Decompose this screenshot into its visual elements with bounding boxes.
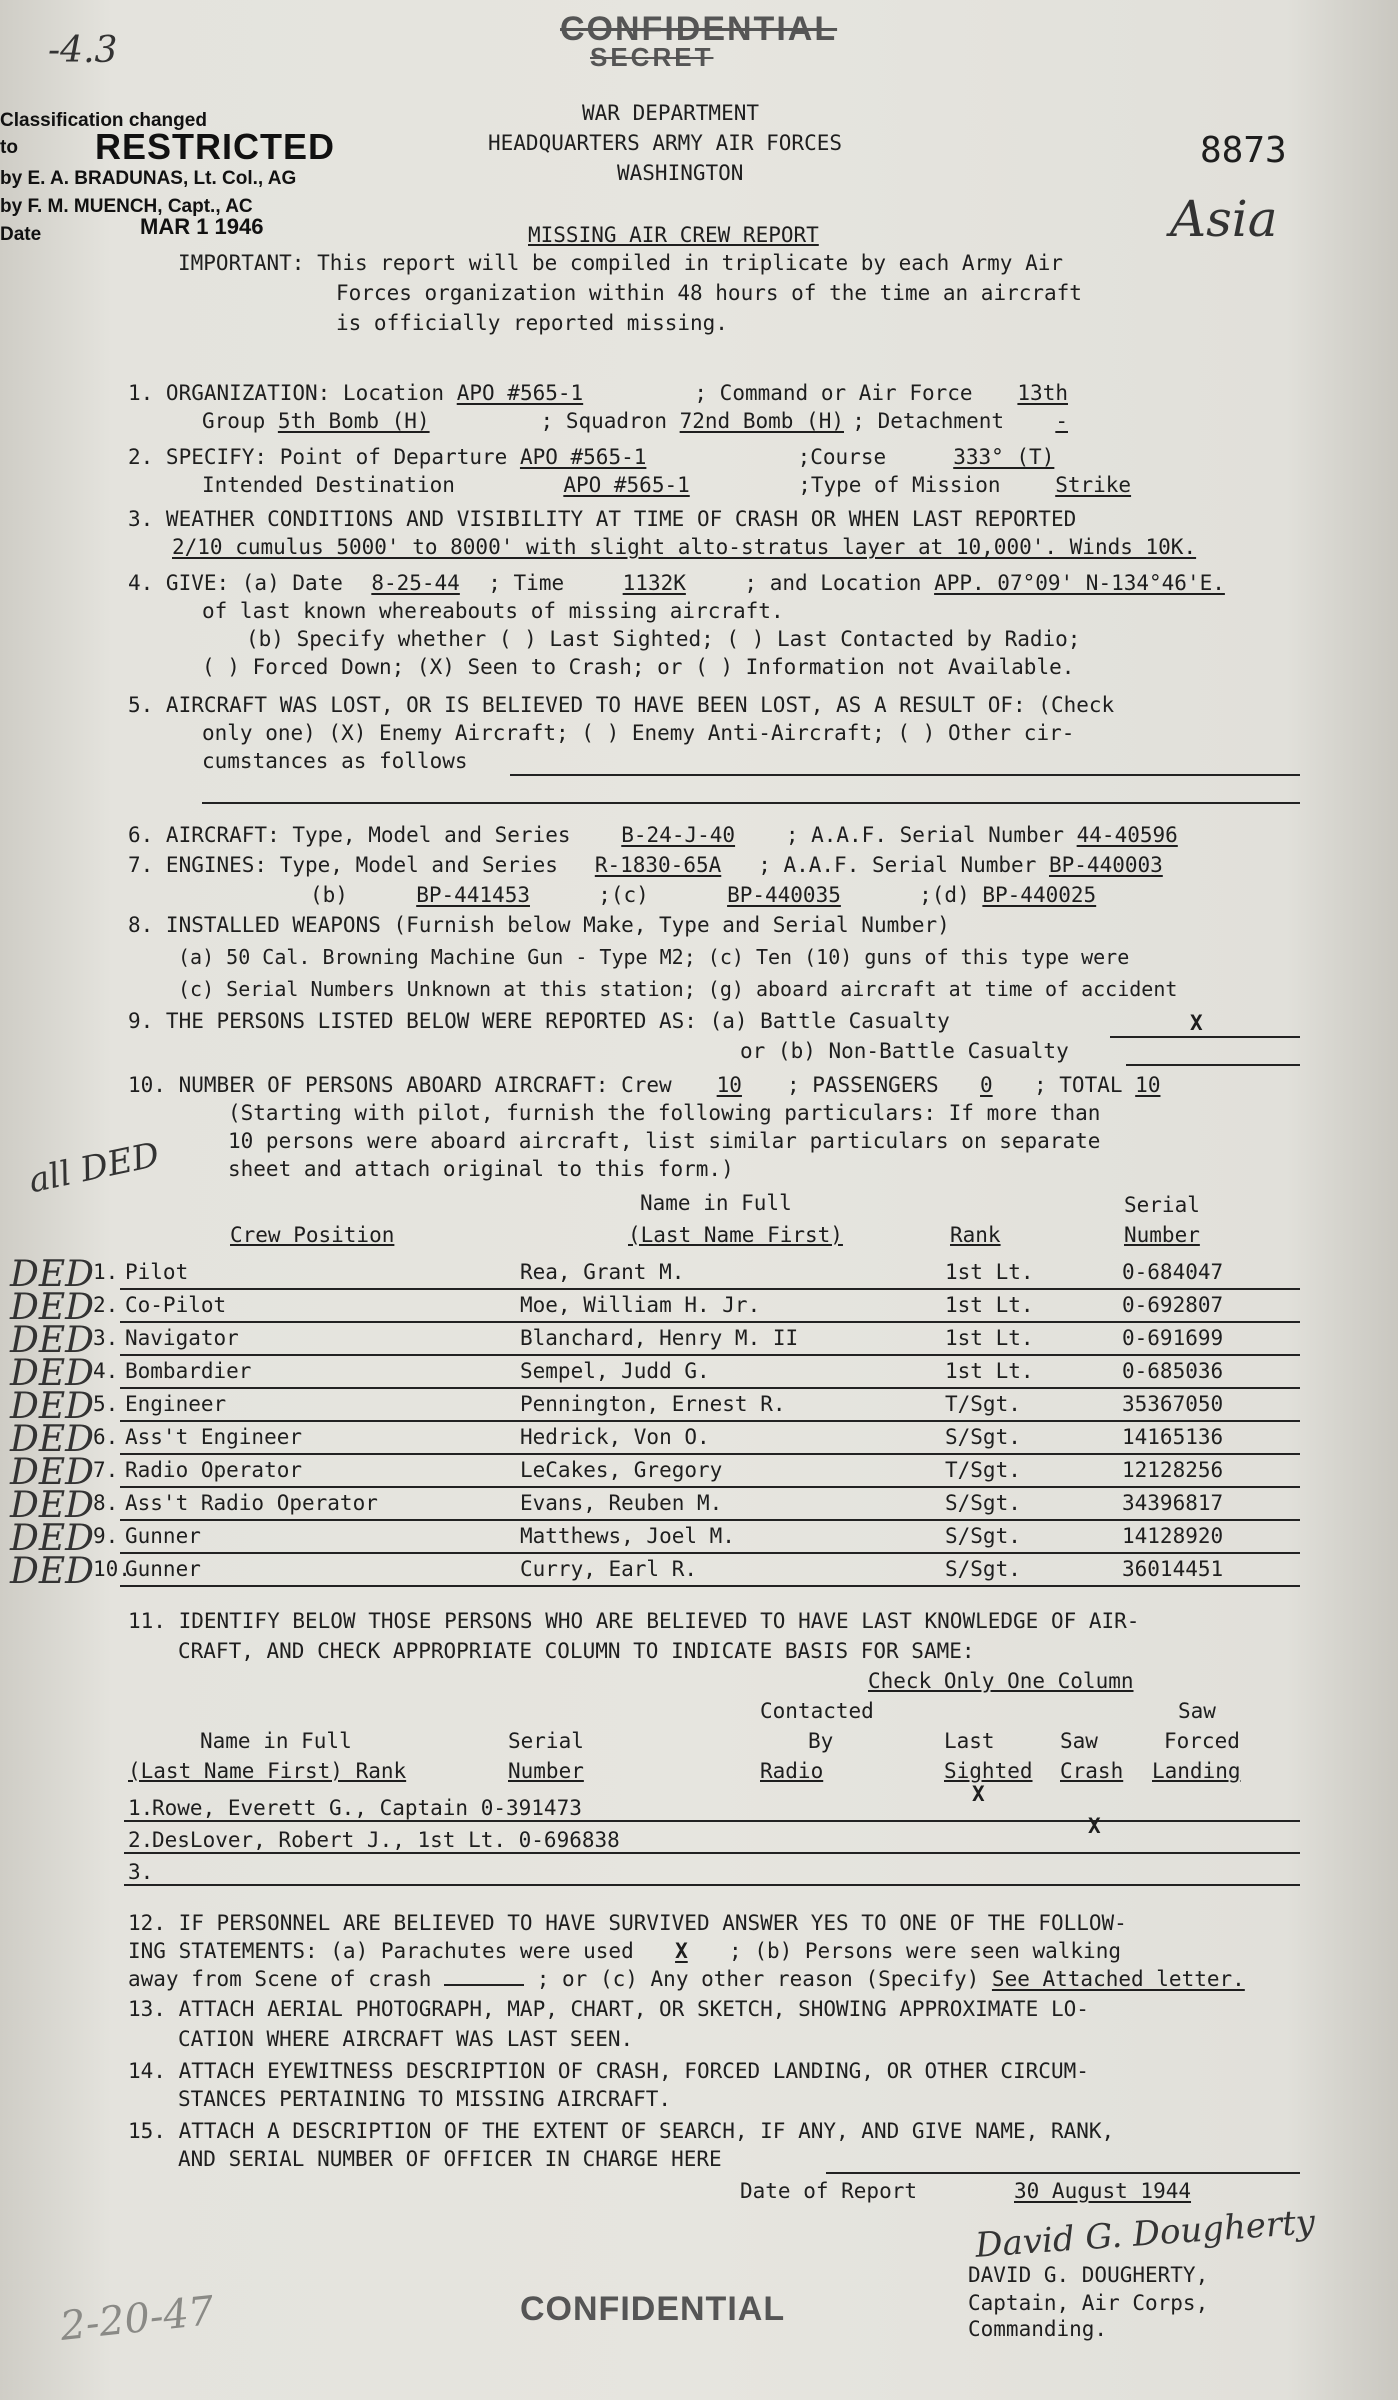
classification-bottom: CONFIDENTIAL (520, 2290, 786, 2328)
row-underline (120, 1387, 1300, 1389)
important-line-2: Forces organization within 48 hours of the time an aircraft (336, 281, 1082, 305)
section-3-label: 3. WEATHER CONDITIONS AND VISIBILITY AT TIME OF CRASH OR WHEN LAST REPORTED (128, 507, 1077, 531)
section-10-line: 10. NUMBER OF PERSONS ABOARD AIRCRAFT: Crew 10 ; PASSENGERS 0 ; TOTAL 10 (128, 1073, 1161, 1097)
loss-time: 1132K (622, 571, 686, 595)
crew-row-number: 8. (93, 1491, 119, 1515)
deceased-mark: DED (10, 1419, 95, 1460)
crew-row-number: 4. (93, 1359, 119, 1383)
table-row (0, 1452, 1320, 1494)
section-9-label: 9. THE PERSONS LISTED BELOW WERE REPORTED AS: (a) Battle Casualty (128, 1009, 950, 1033)
crew-row-number: 10. (93, 1557, 131, 1581)
important-line-3: is officially reported missing. (336, 311, 728, 335)
col-header-rank: Rank (950, 1223, 1001, 1247)
loss-location: APP. 07°09' N-134°46'E. (934, 571, 1225, 595)
row-underline (120, 1288, 1300, 1290)
section-6-line: 6. AIRCRAFT: Type, Model and Series B-24-J-40 ; A.A.F. Serial Number 44-40596 (128, 823, 1178, 847)
row-underline (120, 1486, 1300, 1488)
witness-check-mark: X (1088, 1814, 1101, 1838)
crew-position: Pilot (125, 1260, 189, 1284)
org-detachment: - (1055, 409, 1068, 433)
deceased-mark: DED (10, 1518, 95, 1559)
section-11-line-1: 11. IDENTIFY BELOW THOSE PERSONS WHO ARE BELIEVED TO HAVE LAST KNOWLEDGE OF AIR- (128, 1609, 1140, 1633)
crew-rank: S/Sgt. (945, 1557, 1021, 1581)
crew-row-number: 1. (93, 1260, 119, 1284)
crew-serial: 12128256 (1122, 1458, 1224, 1482)
crew-count: 10 (716, 1073, 742, 1097)
deceased-mark: DED (10, 1551, 95, 1592)
col-header-serial-2: Number (1124, 1223, 1200, 1247)
section-15-line-1: 15. ATTACH A DESCRIPTION OF THE EXTENT OF SEARCH, IF ANY, AND GIVE NAME, RANK, (128, 2119, 1115, 2143)
witness-row-number: 1. (128, 1796, 154, 1820)
engine-serial-b: BP-441453 (416, 883, 530, 907)
col-forced: Forced (1164, 1729, 1240, 1753)
row-underline (120, 1420, 1300, 1422)
col-last: Last (944, 1729, 995, 1753)
report-date: 30 August 1944 (1014, 2179, 1192, 2203)
classification-sub: SECRET (590, 42, 714, 72)
org-group: 5th Bomb (H) (277, 409, 430, 433)
row-underline (120, 1552, 1300, 1554)
org-location: APO #565-1 (456, 381, 584, 405)
section-10-note-2: 10 persons were aboard aircraft, list similar particulars on separate (228, 1129, 1101, 1153)
row-underline (120, 1519, 1300, 1521)
table-row (0, 1485, 1320, 1527)
section-12-line-2: ING STATEMENTS: (a) Parachutes were used X ; (b) Persons were seen walking (128, 1939, 1121, 1963)
dept-line-3: WASHINGTON (617, 161, 744, 185)
col-serial-2: Number (508, 1759, 584, 1783)
crew-position: Bombardier (125, 1359, 252, 1383)
section-5-line-2: only one) (X) Enemy Aircraft; ( ) Enemy Anti-Aircraft; ( ) Other cir- (202, 721, 1075, 745)
stamp-line-2-prefix: to (0, 137, 18, 158)
loss-date: 8-25-44 (371, 571, 460, 595)
section-15-fill-line (826, 2172, 1300, 2174)
col-saw: Saw (1060, 1729, 1098, 1753)
deceased-mark: DED (10, 1320, 95, 1361)
section-12-line-3: away from Scene of crash ; or (c) Any other reason (Specify) See Attached letter. (128, 1967, 1245, 1991)
stamp-restricted: RESTRICTED (95, 126, 336, 167)
crew-position: Co-Pilot (125, 1293, 227, 1317)
row-underline (124, 1820, 1300, 1822)
stamp-line-4: by F. M. MUENCH, Capt., AC (0, 196, 253, 217)
witness-entry: Rowe, Everett G., Captain 0-391473 (152, 1796, 582, 1820)
dept-line-2: HEADQUARTERS ARMY AIR FORCES (488, 131, 843, 155)
crew-position: Gunner (125, 1557, 201, 1581)
deceased-mark: DED (10, 1485, 95, 1526)
crew-row-number: 5. (93, 1392, 119, 1416)
table-row (0, 1551, 1320, 1593)
aircraft-model: B-24-J-40 (621, 823, 736, 847)
row-underline (120, 1354, 1300, 1356)
crew-rank: 1st Lt. (945, 1260, 1034, 1284)
crew-row-number: 3. (93, 1326, 119, 1350)
dept-line-1: WAR DEPARTMENT (582, 101, 760, 125)
deceased-mark: DED (10, 1452, 95, 1493)
signer-title-2: Commanding. (968, 2317, 1108, 2341)
check-header: Check Only One Column (868, 1669, 1134, 1693)
crew-serial: 35367050 (1122, 1392, 1224, 1416)
section-4-line-2: of last known whereabouts of missing aircraft. (202, 599, 784, 623)
crew-position: Ass't Engineer (125, 1425, 303, 1449)
other-reason: See Attached letter. (991, 1967, 1245, 1991)
passenger-count: 0 (980, 1073, 993, 1097)
signer-name: DAVID G. DOUGHERTY, (968, 2263, 1209, 2287)
col-radio: Radio (760, 1759, 824, 1783)
top-left-handwritten-mark: -4.3 (48, 30, 118, 71)
row-underline (120, 1321, 1300, 1323)
crew-rank: S/Sgt. (945, 1524, 1021, 1548)
non-battle-line (1126, 1064, 1300, 1066)
battle-casualty-line (1110, 1036, 1300, 1038)
col-crash: Crash (1060, 1759, 1124, 1783)
table-row (0, 1860, 1320, 1896)
section-12-line-1: 12. IF PERSONNEL ARE BELIEVED TO HAVE SURVIVED ANSWER YES TO ONE OF THE FOLLOW- (128, 1911, 1127, 1935)
witness-entry: DesLover, Robert J., 1st Lt. 0-696838 (152, 1828, 620, 1852)
table-row (0, 1254, 1320, 1296)
table-row (0, 1353, 1320, 1395)
crew-name: Hedrick, Von O. (520, 1425, 710, 1449)
stamp-line-1: Classification changed (0, 110, 207, 131)
col-saw-2: Saw (1178, 1699, 1216, 1723)
report-date-label: Date of Report (740, 2179, 918, 2203)
classification-top: CONFIDENTIAL (560, 10, 838, 48)
non-battle-label: or (b) Non-Battle Casualty (740, 1039, 1069, 1063)
col-header-name-1: Name in Full (640, 1191, 792, 1215)
crew-name: Blanchard, Henry M. II (520, 1326, 799, 1350)
crew-serial: 34396817 (1122, 1491, 1224, 1515)
section-5-line-3: cumstances as follows (202, 749, 468, 773)
crew-rank: 1st Lt. (945, 1293, 1034, 1317)
crew-serial: 0-684047 (1122, 1260, 1224, 1284)
engine-model: R-1830-65A (594, 853, 722, 877)
engine-serial-d: BP-440025 (982, 883, 1097, 907)
crew-rank: S/Sgt. (945, 1425, 1021, 1449)
row-underline (124, 1884, 1300, 1886)
crew-name: Curry, Earl R. (520, 1557, 698, 1581)
witness-row-number: 3. (128, 1860, 154, 1884)
crew-rank: S/Sgt. (945, 1491, 1021, 1515)
engine-serial-a: BP-440003 (1049, 853, 1163, 877)
mission-type: Strike (1055, 473, 1132, 497)
crew-serial: 0-691699 (1122, 1326, 1224, 1350)
weapons-line-a: (a) 50 Cal. Browning Machine Gun - Type M2; (c) Ten (10) guns of this type were (178, 945, 1130, 969)
course: 333° (T) (953, 445, 1055, 469)
section-15-line-2: AND SERIAL NUMBER OF OFFICER IN CHARGE HERE (178, 2147, 722, 2171)
crew-position: Navigator (125, 1326, 239, 1350)
section-2-line-1: 2. SPECIFY: Point of Departure APO #565-1 ;Course 333° (T) (128, 444, 1109, 471)
crew-serial: 0-692807 (1122, 1293, 1224, 1317)
crew-row-number: 2. (93, 1293, 119, 1317)
table-row (0, 1782, 1320, 1832)
stamp-line-3: by E. A. BRADUNAS, Lt. Col., AG (0, 168, 297, 189)
row-underline (120, 1453, 1300, 1455)
col-name-1: Name in Full (200, 1729, 352, 1753)
section-14-line-1: 14. ATTACH EYEWITNESS DESCRIPTION OF CRASH, FORCED LANDING, OR OTHER CIRCUM- (128, 2059, 1089, 2083)
handwritten-region: Asia (1170, 190, 1278, 248)
aircraft-serial: 44-40596 (1076, 823, 1178, 847)
crew-position: Gunner (125, 1524, 201, 1548)
weather-conditions: 2/10 cumulus 5000' to 8000' with slight alto-stratus layer at 10,000'. Winds 10K. (172, 535, 1197, 559)
section-13-line-1: 13. ATTACH AERIAL PHOTOGRAPH, MAP, CHART, OR SKETCH, SHOWING APPROXIMATE LO- (128, 1997, 1089, 2021)
crew-serial: 14165136 (1122, 1425, 1224, 1449)
crew-name: LeCakes, Gregory (520, 1458, 723, 1482)
col-header-position: Crew Position (230, 1223, 395, 1247)
witness-row-number: 2. (128, 1828, 154, 1852)
section-7-line-1: 7. ENGINES: Type, Model and Series R-1830-65A ; A.A.F. Serial Number BP-440003 (128, 853, 1163, 877)
departure-point: APO #565-1 (519, 445, 647, 469)
crew-name: Rea, Grant M. (520, 1260, 685, 1284)
section-7-line-2: (b) BP-441453 ;(c) BP-440035 ;(d) BP-440025 (310, 883, 1097, 907)
crew-name: Sempel, Judd G. (520, 1359, 710, 1383)
col-header-serial-1: Serial (1124, 1193, 1200, 1217)
section-8-label: 8. INSTALLED WEAPONS (Furnish below Make, Type and Serial Number) (128, 913, 950, 937)
witness-check-mark: X (972, 1782, 985, 1806)
crew-position: Radio Operator (125, 1458, 303, 1482)
intended-destination: APO #565-1 (563, 473, 690, 497)
signer-title-1: Captain, Air Corps, (968, 2291, 1209, 2315)
section-1-line-1: 1. ORGANIZATION: Location APO #565-1 ; Command or Air Force 13th (128, 380, 1100, 407)
table-row (0, 1320, 1320, 1362)
section-13-line-2: CATION WHERE AIRCRAFT WAS LAST SEEN. (178, 2027, 634, 2051)
crew-serial: 0-685036 (1122, 1359, 1224, 1383)
deceased-mark: DED (10, 1254, 95, 1295)
section-2-line-2: Intended Destination APO #565-1 ;Type of Mission Strike (202, 472, 1173, 499)
report-number: 8873 (1200, 130, 1287, 171)
section-14-line-2: STANCES PERTAINING TO MISSING AIRCRAFT. (178, 2087, 672, 2111)
weapons-line-c: (c) Serial Numbers Unknown at this station; (g) aboard aircraft at time of accident (178, 977, 1178, 1001)
stamp-date: MAR 1 1946 (140, 214, 264, 239)
section-4-line-1: 4. GIVE: (a) Date 8-25-44 ; Time 1132K ; and Location APP. 07°09' N-134°46'E. (128, 571, 1225, 595)
engine-serial-c: BP-440035 (727, 883, 841, 907)
table-row (0, 1419, 1320, 1461)
table-row (0, 1518, 1320, 1560)
section-5-fill-line-2 (202, 802, 1300, 804)
section-4-line-4: ( ) Forced Down; (X) Seen to Crash; or ( ) Information not Available. (202, 655, 1075, 679)
important-line-1: IMPORTANT: This report will be compiled in triplicate by each Army Air (178, 251, 1064, 275)
crew-name: Moe, William H. Jr. (520, 1293, 761, 1317)
crew-name: Matthews, Joel M. (520, 1524, 735, 1548)
margin-note-all-ded: all DED (25, 1134, 163, 1202)
report-title: MISSING AIR CREW REPORT (528, 223, 819, 247)
col-sighted: Sighted (944, 1759, 1033, 1783)
col-serial-1: Serial (508, 1729, 584, 1753)
section-10-note-1: (Starting with pilot, furnish the following particulars: If more than (228, 1101, 1101, 1125)
col-landing: Landing (1152, 1759, 1241, 1783)
row-underline (124, 1852, 1300, 1854)
section-10-note-3: sheet and attach original to this form.) (228, 1157, 734, 1181)
section-4-line-3: (b) Specify whether ( ) Last Sighted; ( ) Last Contacted by Radio; (246, 627, 1081, 651)
col-by: By (808, 1729, 834, 1753)
section-11-line-2: CRAFT, AND CHECK APPROPRIATE COLUMN TO INDICATE BASIS FOR SAME: (178, 1639, 975, 1663)
crew-row-number: 6. (93, 1425, 119, 1449)
col-contacted: Contacted (760, 1699, 874, 1723)
table-row (0, 1814, 1320, 1864)
crew-rank: 1st Lt. (945, 1359, 1034, 1383)
row-underline (120, 1585, 1300, 1587)
crew-position: Ass't Radio Operator (125, 1491, 378, 1515)
table-row (0, 1386, 1320, 1428)
deceased-mark: DED (10, 1386, 95, 1427)
stamp-line-5-prefix: Date (0, 224, 42, 245)
crew-serial: 36014451 (1122, 1557, 1224, 1581)
col-name-2: (Last Name First) Rank (128, 1759, 407, 1783)
section-1-line-2: Group 5th Bomb (H) ; Squadron 72nd Bomb (H) ; Detachment - (202, 408, 1107, 435)
crew-serial: 14128920 (1122, 1524, 1224, 1548)
deceased-mark: DED (10, 1353, 95, 1394)
col-header-name-2: (Last Name First) (628, 1223, 843, 1247)
org-squadron: 72nd Bomb (H) (679, 409, 844, 433)
signature: David G. Dougherty (974, 2202, 1317, 2266)
crew-row-number: 9. (93, 1524, 119, 1548)
total-count: 10 (1135, 1073, 1161, 1097)
crew-row-number: 7. (93, 1458, 119, 1482)
battle-casualty-mark: X (1190, 1011, 1203, 1035)
crew-rank: T/Sgt. (945, 1458, 1021, 1482)
table-row (0, 1287, 1320, 1329)
section-5-fill-line (510, 774, 1300, 776)
parachutes-mark: X (675, 1939, 688, 1963)
deceased-mark: DED (10, 1287, 95, 1328)
crew-rank: 1st Lt. (945, 1326, 1034, 1350)
crew-name: Evans, Reuben M. (520, 1491, 723, 1515)
crew-name: Pennington, Ernest R. (520, 1392, 786, 1416)
org-command: 13th (1017, 381, 1068, 405)
section-5-line-1: 5. AIRCRAFT WAS LOST, OR IS BELIEVED TO HAVE BEEN LOST, AS A RESULT OF: (Check (128, 693, 1115, 717)
crew-position: Engineer (125, 1392, 227, 1416)
crew-rank: T/Sgt. (945, 1392, 1021, 1416)
bottom-left-scrawl: 2-20-47 (58, 2288, 217, 2350)
